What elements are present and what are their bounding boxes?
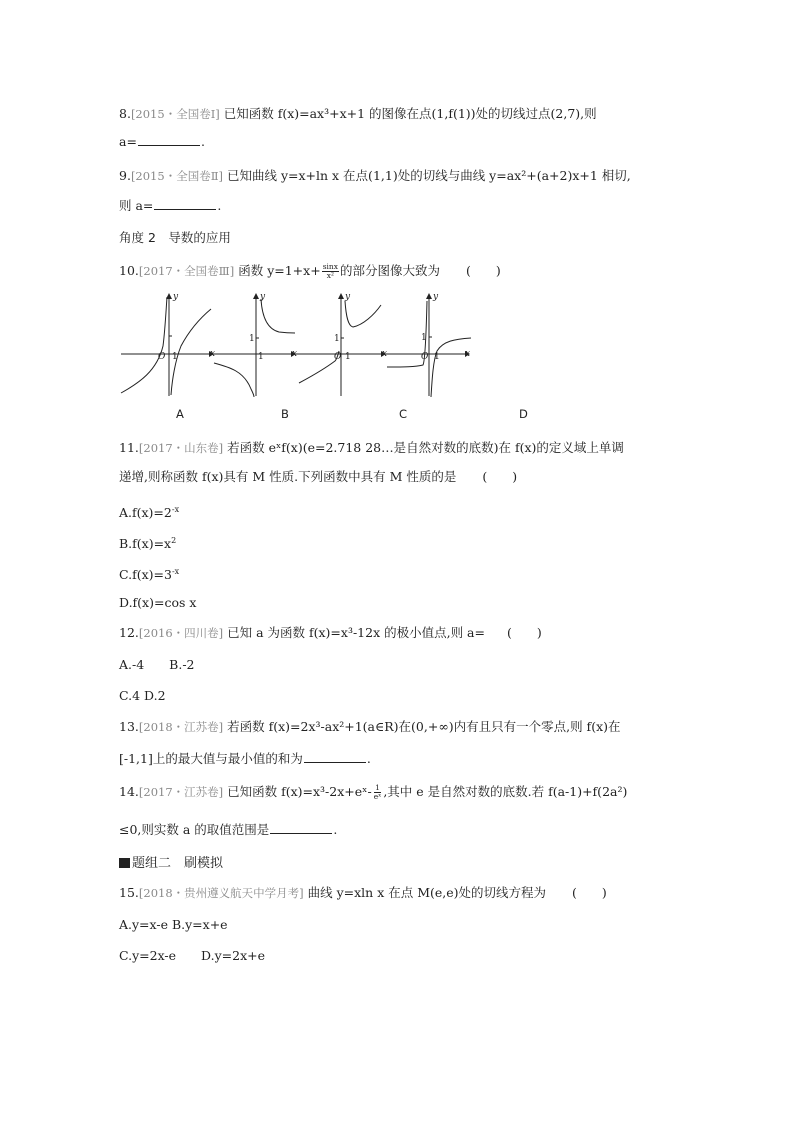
period: . [366, 751, 371, 766]
fraction-numerator: 1 [375, 783, 380, 792]
axis-y-label: y [173, 292, 179, 302]
question-number: 8. [119, 106, 131, 121]
answer-blank[interactable] [154, 197, 216, 210]
option-a-base: A.f(x)=2 [119, 505, 172, 520]
option-d-label[interactable]: D [519, 407, 528, 421]
tick-one-label: 1 [345, 352, 351, 362]
question-text: 若函数 eˣf(x)(e=2.718 28…是自然对数的底数)在 f(x)的定义域上单调 [227, 440, 624, 455]
tick-one-label: 1 [258, 352, 264, 362]
question-text: 已知曲线 y=x+ln x 在点(1,1)处的切线与曲线 y=ax²+(a+2)x+1 相切, [226, 168, 631, 183]
question-9-line1 [119, 168, 631, 184]
answer-paren: ( ) [506, 625, 542, 640]
answer-blank[interactable] [270, 821, 332, 834]
tick-one-label: 1 [172, 352, 178, 362]
question-14-line1 [119, 784, 627, 801]
period: . [333, 822, 338, 837]
axis-x-label: x [382, 349, 388, 359]
option-b-exponent: 2 [171, 536, 177, 545]
question-number: 15. [119, 885, 139, 900]
question-number: 11. [119, 440, 139, 455]
subsection-heading: 角度 2 导数的应用 [119, 230, 231, 245]
fraction [373, 784, 383, 801]
axis-y-label: y [345, 292, 351, 302]
question-number: 10. [119, 263, 139, 278]
answer-blank[interactable] [304, 750, 366, 763]
question-source: [2015・全国卷Ⅱ] [130, 169, 223, 183]
question-13-line2 [119, 750, 371, 767]
question-text-post: ,其中 e 是自然对数的底数.若 f(a-1)+f(2a²) [383, 784, 628, 799]
question-source: [2015・全国卷Ⅰ] [130, 107, 220, 121]
question-12-line1 [119, 625, 542, 641]
question-number: 12. [119, 625, 139, 640]
axis-x-label: x [210, 349, 216, 359]
option-b-base: B.f(x)=x [119, 536, 172, 551]
option-c-base: C.f(x)=3 [119, 567, 172, 582]
period: . [200, 134, 205, 149]
answer-prefix: 则 a= [119, 198, 154, 213]
question-source: [2018・贵州遵义航天中学月考] [138, 886, 304, 900]
question-8-line2 [119, 133, 205, 150]
question-9-line2 [119, 197, 221, 214]
option-c[interactable] [119, 564, 179, 583]
option-b[interactable] [119, 533, 176, 552]
origin-label: O [158, 352, 166, 362]
question-10-line1 [119, 263, 501, 280]
tick-one-label: 1 [334, 334, 340, 344]
question-text: 若函数 f(x)=2x³-ax²+1(a∈R)在(0,+∞)内有且只有一个零点,则 f(x)在 [227, 719, 621, 734]
question-11-line2 [119, 469, 517, 485]
question-number: 14. [119, 784, 139, 799]
question-text: 递增,则称函数 f(x)具有 M 性质.下列函数中具有 M 性质的是 [119, 469, 457, 484]
question-13-line1 [119, 719, 621, 735]
section-heading [119, 852, 223, 871]
axis-y-label: y [433, 292, 439, 302]
axis-x-label: x [292, 349, 298, 359]
question-8-line1 [119, 106, 597, 122]
option-c-label[interactable]: C [399, 407, 408, 421]
question-text: 曲线 y=xln x 在点 M(e,e)处的切线方程为 [307, 885, 547, 900]
option-a[interactable] [119, 502, 179, 521]
question-text: 已知 a 为函数 f(x)=x³-12x 的极小值点,则 a= [227, 625, 485, 640]
origin-label: O [421, 352, 429, 362]
question-source: [2018・江苏卷] [138, 720, 224, 734]
question-text-post: 的部分图像大致为 [340, 263, 441, 278]
question-text: [-1,1]上的最大值与最小值的和为 [119, 751, 303, 766]
question-number: 9. [119, 168, 131, 183]
question-source: [2016・四川卷] [138, 626, 224, 640]
question-number: 13. [119, 719, 139, 734]
question-text-pre: 已知函数 f(x)=x³-2x+eˣ- [227, 784, 372, 799]
question-source: [2017・山东卷] [138, 441, 224, 455]
question-14-line2 [119, 821, 337, 838]
question-source: [2017・江苏卷] [138, 785, 224, 799]
graph-c [295, 293, 386, 396]
question-text: ≤0,则实数 a 的取值范围是 [119, 822, 270, 837]
option-b-label[interactable]: B [281, 407, 289, 421]
square-bullet-icon [119, 858, 130, 868]
options-ab[interactable]: A.-4 B.-2 [119, 657, 195, 672]
option-c-exponent: -x [171, 567, 180, 576]
option-a-label[interactable]: A [176, 407, 184, 421]
options-cd[interactable]: C.4 D.2 [119, 688, 166, 703]
graph-a [121, 293, 214, 396]
option-d[interactable]: D.f(x)=cos x [119, 595, 197, 610]
function-graphs [119, 291, 479, 401]
answer-paren: ( ) [482, 469, 518, 484]
tick-one-label: 1 [249, 334, 255, 344]
options-ab[interactable]: A.y=x-e B.y=x+e [119, 917, 228, 932]
period: . [217, 198, 222, 213]
answer-prefix: a= [119, 134, 137, 149]
tick-one-label: 1 [421, 333, 427, 343]
options-cd[interactable]: C.y=2x-e D.y=2x+e [119, 948, 265, 963]
question-source: [2017・全国卷Ⅲ] [138, 264, 235, 278]
answer-blank[interactable] [138, 133, 200, 146]
fraction-denominator: x² [326, 271, 334, 280]
answer-paren: ( ) [466, 263, 501, 278]
question-text: 已知函数 f(x)=ax³+x+1 的图像在点(1,f(1))处的切线过点(2,7),则 [223, 106, 597, 121]
question-15-line1 [119, 885, 607, 901]
fraction [322, 263, 339, 280]
fraction-denominator: eˣ [373, 792, 382, 801]
axis-x-label: x [465, 349, 471, 359]
question-text-pre: 函数 y=1+x+ [238, 263, 321, 278]
fraction-numerator: sinx [322, 262, 338, 271]
graph-b [211, 293, 296, 397]
section-title: 题组二 刷模拟 [132, 856, 224, 871]
graph-d [385, 293, 471, 397]
option-a-exponent: -x [171, 505, 180, 514]
tick-one-label: 1 [434, 352, 440, 362]
question-11-line1 [119, 440, 624, 456]
origin-label: O [334, 352, 342, 362]
answer-paren: ( ) [572, 885, 607, 900]
axis-y-label: y [260, 292, 266, 302]
